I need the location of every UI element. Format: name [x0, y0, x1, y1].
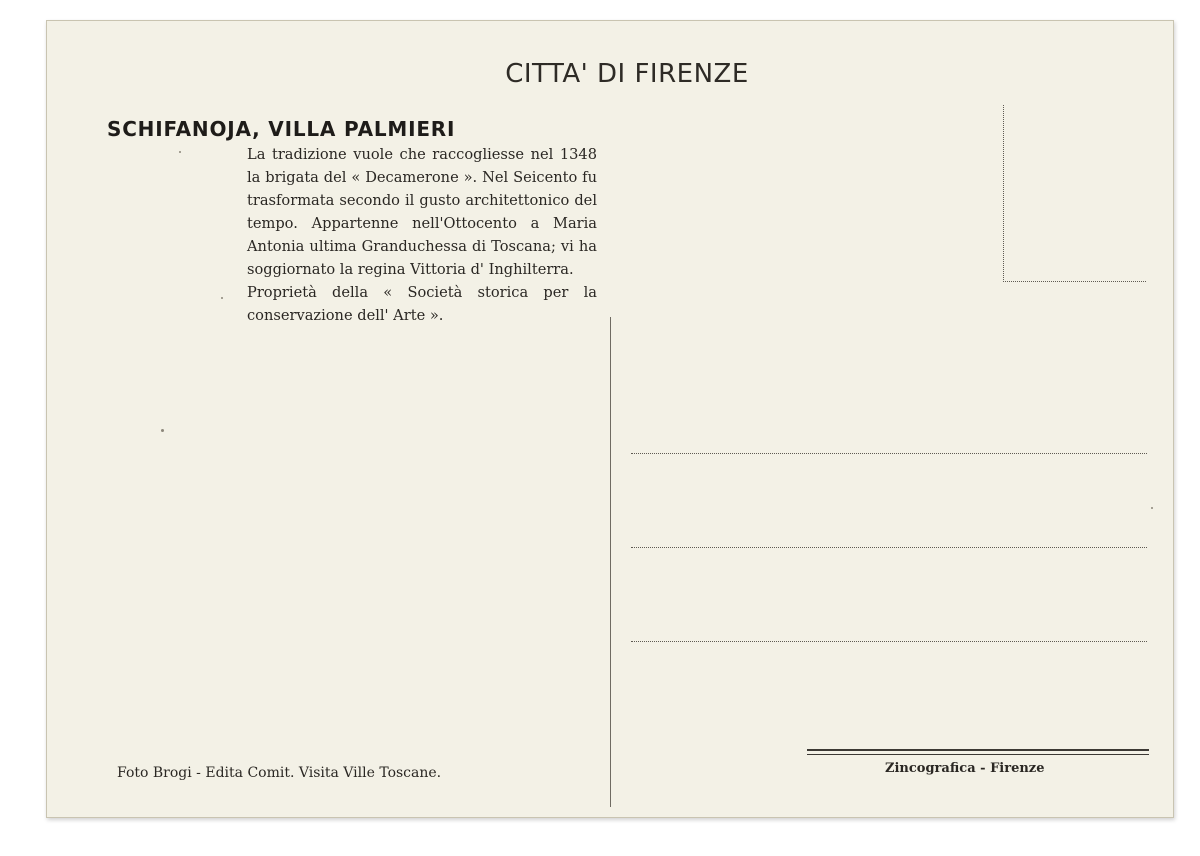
- printer-credit: Zincografica - Firenze: [885, 761, 1045, 776]
- address-line: [631, 547, 1147, 548]
- paper-speck: [221, 297, 223, 299]
- paper-speck: [179, 151, 181, 153]
- postcard-title: SCHIFANOJA, VILLA PALMIERI: [107, 117, 456, 141]
- paper-speck: [161, 429, 164, 432]
- description-paragraph: La tradizione vuole che raccogliesse nel 1348 la brigata del « Decamerone ». Nel Seicento fu trasformata secondo il gusto architettonico del tempo. Appartenne nell'Ottocento a Maria Antonia ultima Granduchessa di Toscana; vi ha soggiornato la regina Vittoria d' Inghilterra.: [247, 146, 597, 278]
- publisher-credit: Foto Brogi - Edita Comit. Visita Ville Toscane.: [117, 765, 442, 781]
- postcard-header: CITTA' DI FIRENZE: [505, 59, 749, 89]
- address-line: [631, 453, 1147, 454]
- footer-rule: [807, 754, 1149, 755]
- description-paragraph: Proprietà della « Società storica per la conservazione dell' Arte ».: [247, 284, 597, 324]
- stamp-box: [1003, 105, 1146, 282]
- center-divider: [610, 317, 611, 807]
- address-line: [631, 641, 1147, 642]
- paper-speck: [1151, 507, 1153, 509]
- footer-rule: [807, 749, 1149, 751]
- description-text: [247, 143, 597, 327]
- postcard-back: [46, 20, 1174, 818]
